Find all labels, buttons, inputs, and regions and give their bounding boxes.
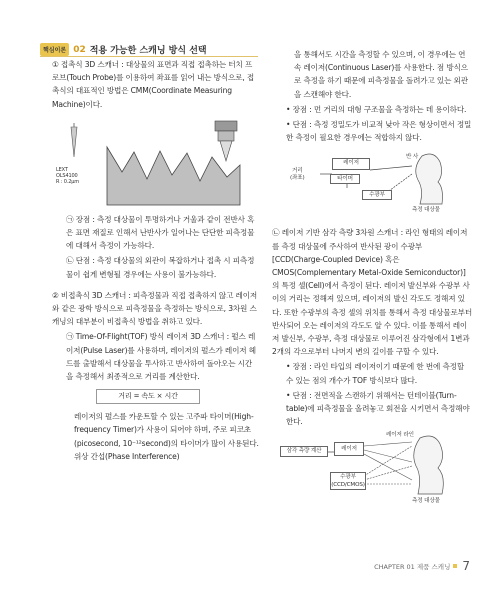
tof-diagram-lines <box>272 148 472 218</box>
tof-disadvantage: • 단점 : 측정 정밀도가 비교적 낮아 작은 형상이면서 정밀한 측정이 필요한 경우에는 적합하지 않다. <box>286 120 472 143</box>
tof-diagram <box>272 148 472 218</box>
noncontact-scanner-paragraph: ② 비접촉식 3D 스캐너 : 피측정물과 직접 접촉하지 않고 레이저와 같은 광학 방식으로 피측정물을 측정하는 방식으로, 3차원 스캐닝의 대부분이 비접촉식 방법을 취하고 있다. <box>52 290 258 327</box>
section-number: 02 <box>73 44 86 55</box>
figure-caption <box>56 167 79 185</box>
rough-surface <box>107 147 240 205</box>
receiver-box-2: 수광부 (CCD/CMOS) <box>331 474 365 489</box>
caption-line-2: OLS4100 <box>56 172 78 179</box>
caption-line-1: LEXT <box>56 166 68 173</box>
contact-advantage: ㉠ 장점 : 측정 대상물이 투명하거나 거울과 같이 전반사 혹은 표면 재질로 인해서 난반사가 일어나는 단단한 피측정물에 대해서 측정이 가능하다. <box>66 214 255 251</box>
laser-box-2: 레이저 <box>334 442 364 456</box>
contact-probe-figure <box>52 117 259 207</box>
probe-body <box>218 131 234 141</box>
caption-line-3: R : 0.2μm <box>56 178 79 185</box>
receiver-box: 수광부 <box>362 190 392 200</box>
probe-surface-illustration <box>52 117 259 207</box>
timer-box: 타이머 <box>330 174 360 184</box>
probe-head <box>215 121 237 131</box>
left-column <box>52 58 259 465</box>
section-divider <box>40 56 258 57</box>
chapter-label: CHAPTER 01 제품 스캐닝 <box>374 562 451 571</box>
tof-scanner-paragraph: ㉠ Time-Of-Flight(TOF) 방식 레이저 3D 스캐너 : 펄스 레이저(Pulse Laser)를 사용하며, 레이저의 펄스가 레이저 헤드를 출발해서 대상물을 투사하고 반사하여 돌아오는 시간을 측정해서 최종적으로 거리를 계산한다. <box>66 332 256 382</box>
page-number: 7 <box>462 559 470 573</box>
section-title: 적용 가능한 스캐닝 방식 선택 <box>89 46 207 56</box>
tof-advantage: • 장점 : 먼 거리의 대형 구조물을 측정하는 데 용이하다. <box>286 104 467 114</box>
section-header <box>40 43 207 56</box>
target-label-2: 측정 대상물 <box>412 498 440 505</box>
target-label: 측정 대상물 <box>412 207 440 214</box>
triangulation-diagram <box>272 432 472 514</box>
line-laser-label: 레이저 라인 <box>386 432 414 439</box>
laser-box: 레이저 <box>332 158 370 170</box>
page-footer <box>374 559 470 573</box>
triangulation-advantage: • 장점 : 라인 타입의 레이저이기 때문에 한 번에 측정할 수 있는 점의 개수가 TOF 방식보다 많다. <box>286 362 465 385</box>
contact-scanner-paragraph: ① 접촉식 3D 스캐너 : 대상물의 표면과 직접 접촉하는 터치 프로브(Touch Probe)를 이용하여 좌표를 읽어 내는 방식으로, 접촉식의 대표적인 방법은 CMM(Coordinate Measuring Machine)이다. <box>52 60 255 109</box>
triangulation-calc-box: 삼각 측량 계산 <box>280 446 328 457</box>
timer-paragraph: 레이저의 펄스를 카운트할 수 있는 고주파 타이머(High-frequency Timer)가 사용이 되어야 하며, 주로 피코초(picosecond, 10⁻¹²second)의 타이머가 많이 사용된다. 위상 간섭(Phase Interference) <box>74 412 259 461</box>
right-column <box>272 48 472 514</box>
stylus-tip <box>71 127 77 157</box>
contact-disadvantage: ㉡ 단점 : 측정 대상물의 외관이 복잡하거나 접촉 시 피측정물이 쉽게 변형될 경우에는 사용이 불가능하다. <box>66 256 255 279</box>
target-object-shape-2 <box>414 436 444 494</box>
probe-cone <box>220 141 232 161</box>
triangulation-diagram-lines <box>272 432 472 514</box>
core-theory-badge: 핵심이론 <box>40 43 69 56</box>
footer-square-icon <box>453 564 457 568</box>
phase-interference-continued: 을 통해서도 시간을 측정할 수 있으며, 이 경우에는 연속 레이저(Continuous Laser)를 사용한다. 점 방식으로 측정을 하기 때문에 피측정물을 돌려가고 있는 외관을 스캔해야 한다. <box>294 50 468 99</box>
triangulation-disadvantage: • 단점 : 전면적을 스캔하기 위해서는 턴테이블(Turn-table)에 피측정물을 올려놓고 회전을 시키면서 측정해야 한다. <box>286 390 470 427</box>
target-object-shape <box>416 154 443 204</box>
triangulation-paragraph: ㉡ 레이저 기반 삼각 측량 3차원 스캐너 : 라인 형태의 레이저를 측정 대상물에 주사하여 반사된 광이 수광부[CCD(Charge-Coupled Device) 혹은 CMOS(Complementary Metal-Oxide Semiconductor)]의 특정 셀(Cell)에서 측정이 된다. 레이저 발신부와 수광부 사이의 거리는 정해져 있으며, 레이저의 발신 각도도 정해져 있다. 또한 수광부의 측정 셀의 위치를 통해서 측정 대상물로부터 반사되어 오는 레이저의 각도도 알 수 있다. 이를 통해서 레이저 발신부, 수광부, 측정 대상물로 이루어진 삼각형에서 1변과 2개의 각으로부터 나머지 변의 길이를 구할 수 있다. <box>272 228 473 357</box>
reflect-label: 반 사 <box>406 154 419 161</box>
distance-formula: 거리 = 속도 × 시간 <box>96 389 200 404</box>
distance-label: 거리 (좌표) <box>290 168 305 182</box>
